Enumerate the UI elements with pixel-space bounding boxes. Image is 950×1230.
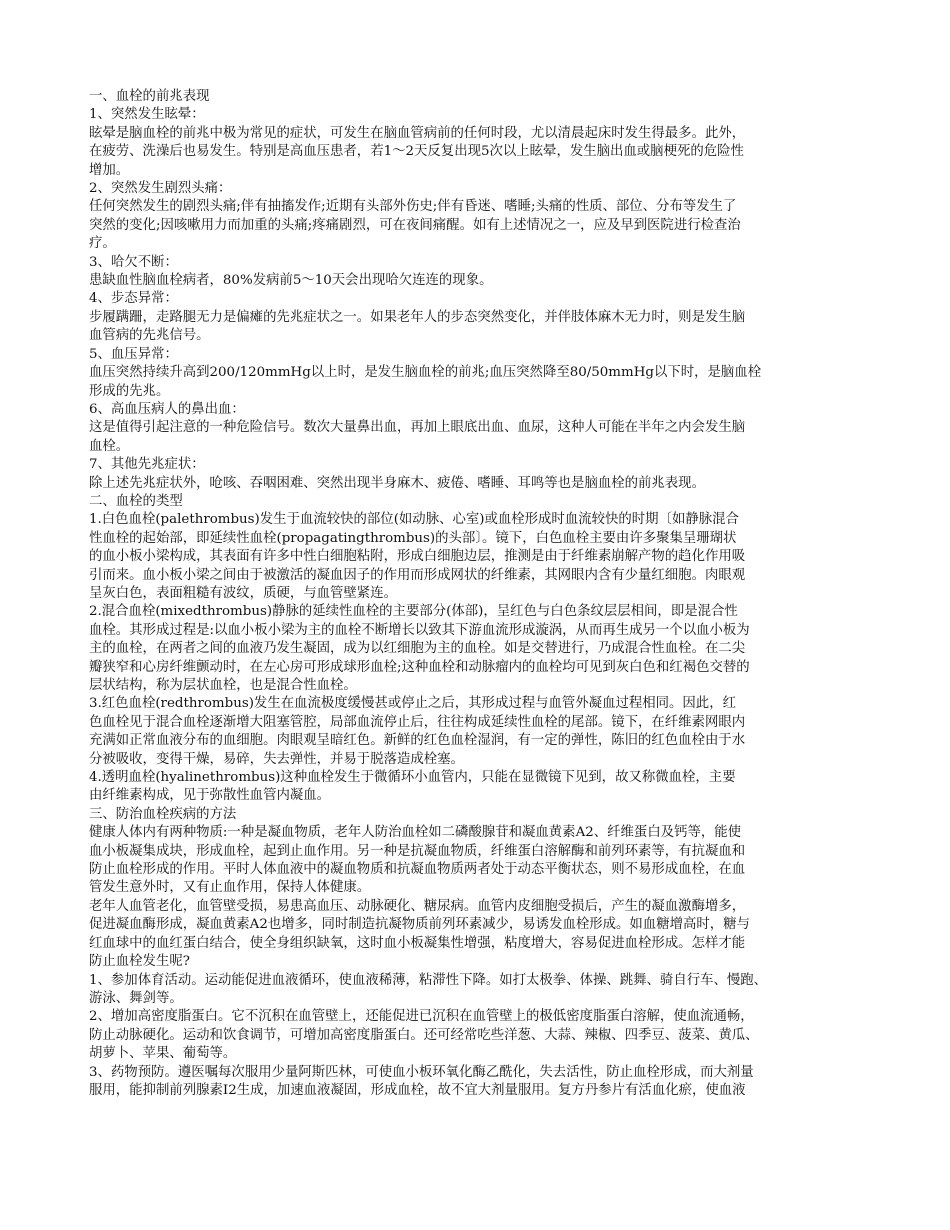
text-line: 防止动脉硬化。运动和饮食调节，可增加高密度脂蛋白。还可经常吃些洋葱、大蒜、辣椒、四季豆、菠菜、黄瓜、 [89, 1027, 759, 1043]
document-body [89, 88, 869, 1100]
text-line: 2、增加高密度脂蛋白。它不沉积在血管壁上，还能促进已沉积在血管壁上的极低密度脂蛋白溶解，使血流通畅， [89, 1009, 754, 1025]
text-line: 分被吸收，变得干燥，易碎，失去弹性，并易于脱落造成栓塞。 [89, 751, 464, 767]
text-line: 血栓。其形成过程是:以血小板小梁为主的血栓不断增长以致其下游血流形成漩涡，从而再生成另一个以血小板为 [89, 622, 750, 638]
text-line: 3、哈欠不断： [89, 254, 178, 270]
text-line: 这是值得引起注意的一种危险信号。数次大量鼻出血，再加上眼底出血、血尿，这种人可能在半年之内会发生脑 [89, 420, 746, 436]
text-line: 防止血栓形成的作用。平时人体血液中的凝血物质和抗凝血物质两者处于动态平衡状态，则不易形成血栓，在血 [89, 862, 746, 878]
text-line: 二、血栓的类型 [89, 493, 183, 509]
text-line: 健康人体内有两种物质:一种是凝血物质，老年人防治血栓如二磷酸腺苷和凝血黄素A2、纤维蛋白及钙等，能使 [89, 825, 742, 841]
text-line: 1.白色血栓(palethrombus)发生于血流较快的部位(如动脉、心室)或血栓形成时血流较快的时期〔如静脉混合 [89, 512, 739, 528]
text-line: 患缺血性脑血栓病者，80%发病前5～10天会出现哈欠连连的现象。 [89, 273, 493, 289]
text-line: 3.红色血栓(redthrombus)发生在血流极度缓慢甚或停止之后，其形成过程与血管外凝血过程相同。因此，红 [89, 696, 736, 712]
text-line: 除上述先兆症状外，呛咳、吞咽困难、突然出现半身麻木、疲倦、嗜睡、耳鸣等也是脑血栓的前兆表现。 [89, 475, 705, 491]
text-line: 由纤维素构成，见于弥散性血管内凝血。 [89, 788, 331, 804]
text-line: 4、步态异常： [89, 291, 178, 307]
text-line: 突然的变化;因咳嗽用力而加重的头痛;疼痛剧烈，可在夜间痛醒。如有上述情况之一，应及早到医院进行检查治 [89, 217, 741, 233]
text-line: 血栓。 [89, 438, 130, 454]
text-line: 4.透明血栓(hyalinethrombus)这种血栓发生于微循环小血管内，只能在显微镜下见到，故又称微血栓，主要 [89, 770, 736, 786]
text-line: 一、血栓的前兆表现 [89, 89, 210, 104]
text-line: 防止血栓发生呢? [89, 954, 190, 970]
text-line: 服用，能抑制前列腺素I2生成，加速血液凝固，形成血栓，故不宜大剂量服用。复方丹参片有活血化瘀，使血液 [89, 1082, 746, 1098]
text-line: 游泳、舞剑等。 [89, 990, 183, 1006]
text-line: 7、其他先兆症状： [89, 457, 205, 473]
text-line: 呈灰白色，表面粗糙有波纹，质硬，与血管壁紧连。 [89, 585, 397, 601]
text-line: 任何突然发生的剧烈头痛;伴有抽搐发作;近期有头部外伤史;伴有昏迷、嗜睡;头痛的性质、部位、分布等发生了 [89, 199, 737, 215]
text-line: 5、血压异常： [89, 346, 178, 362]
text-line: 充满如正常血液分布的血细胞。肉眼观呈暗红色。新鲜的红色血栓湿润，有一定的弹性，陈旧的红色血栓由于水 [89, 733, 746, 749]
text-line: 血压突然持续升高到200/120mmHg以上时，是发生脑血栓的前兆;血压突然降至80/50mmHg以下时，是脑血栓 [89, 365, 762, 381]
text-line: 胡萝卜、苹果、葡萄等。 [89, 1046, 237, 1062]
text-line: 疗。 [89, 236, 116, 252]
text-line: 的血小板小梁构成，其表面有许多中性白细胞粘附，形成白细胞边层，推测是由于纤维素崩解产物的趋化作用吸 [89, 549, 746, 565]
text-line: 眩晕是脑血栓的前兆中极为常见的症状，可发生在脑血管病前的任何时段，尤以清晨起床时发生得最多。此外， [89, 125, 746, 141]
text-line: 步履蹒跚，走路腿无力是偏瘫的先兆症状之一。如果老年人的步态突然变化，并伴肢体麻木无力时，则是发生脑 [89, 309, 746, 325]
text-line: 红血球中的血红蛋白结合，使全身组织缺氧，这时血小板凝集性增强，粘度增大，容易促进血栓形成。怎样才能 [89, 935, 746, 951]
text-line: 在疲劳、洗澡后也易发生。特别是高血压患者，若1～2天反复出现5次以上眩晕，发生脑出血或脑梗死的危险性 [89, 144, 744, 160]
text-line: 管发生意外时，又有止血作用，保持人体健康。 [89, 880, 371, 896]
text-line: 层状结构，称为层状血栓，也是混合性血栓。 [89, 678, 357, 693]
text-line: 老年人血管老化，血管壁受损，易患高血压、动脉硬化、糖尿病。血管内皮细胞受损后，产生的凝血激酶增多， [89, 898, 746, 914]
text-line: 三、防治血栓疾病的方法 [89, 806, 237, 822]
text-line: 瓣狭窄和心房纤维颤动时，在左心房可形成球形血栓;这种血栓和动脉瘤内的血栓均可见到灰白色和红褐色交替的 [89, 659, 750, 675]
text-line: 2.混合血栓(mixedthrombus)静脉的延续性血栓的主要部分(体部)，呈红色与白色条纹层层相间，即是混合性 [89, 604, 738, 620]
text-line: 血小板凝集成块，形成血栓，起到止血作用。另一种是抗凝血物质，纤维蛋白溶解酶和前列环素等，有抗凝血和 [89, 843, 746, 859]
text-line: 血管病的先兆信号。 [89, 328, 210, 344]
text-line: 性血栓的起始部，即延续性血栓(propagatingthrombus)的头部〕。镜下，白色血栓主要由许多聚集呈珊瑚状 [89, 530, 737, 546]
text-line: 引而来。血小板小梁之间由于被激活的凝血因子的作用而形成网状的纤维素，其网眼内含有少量红细胞。肉眼观 [89, 567, 746, 583]
text-line: 3、药物预防。遵医嘱每次服用少量阿斯匹林，可使血小板环氧化酶乙酰化，失去活性，防止血栓形成，而大剂量 [89, 1064, 754, 1080]
text-line: 主的血栓，在两者之间的血液乃发生凝固，成为以红细胞为主的血栓。如是交替进行，乃成混合性血栓。在二尖 [89, 641, 746, 657]
text-line: 形成的先兆。 [89, 383, 170, 399]
text-line: 促进凝血酶形成，凝血黄素A2也增多，同时制造抗凝物质前列环素减少，易诱发血栓形成。如血糖增高时，糖与 [89, 917, 750, 933]
text-line: 1、参加体育活动。运动能促进血液循环，使血液稀薄，粘滞性下降。如打太极拳、体操、跳舞、骑自行车、慢跑、 [89, 972, 768, 988]
text-line: 6、高血压病人的鼻出血： [89, 401, 245, 417]
text-line: 1、突然发生眩晕： [89, 107, 205, 123]
text-line: 色血栓见于混合血栓逐渐增大阻塞管腔，局部血流停止后，往往构成延续性血栓的尾部。镜下，在纤维素网眼内 [89, 714, 746, 730]
text-line: 2、突然发生剧烈头痛： [89, 181, 232, 197]
text-line: 增加。 [89, 162, 130, 178]
